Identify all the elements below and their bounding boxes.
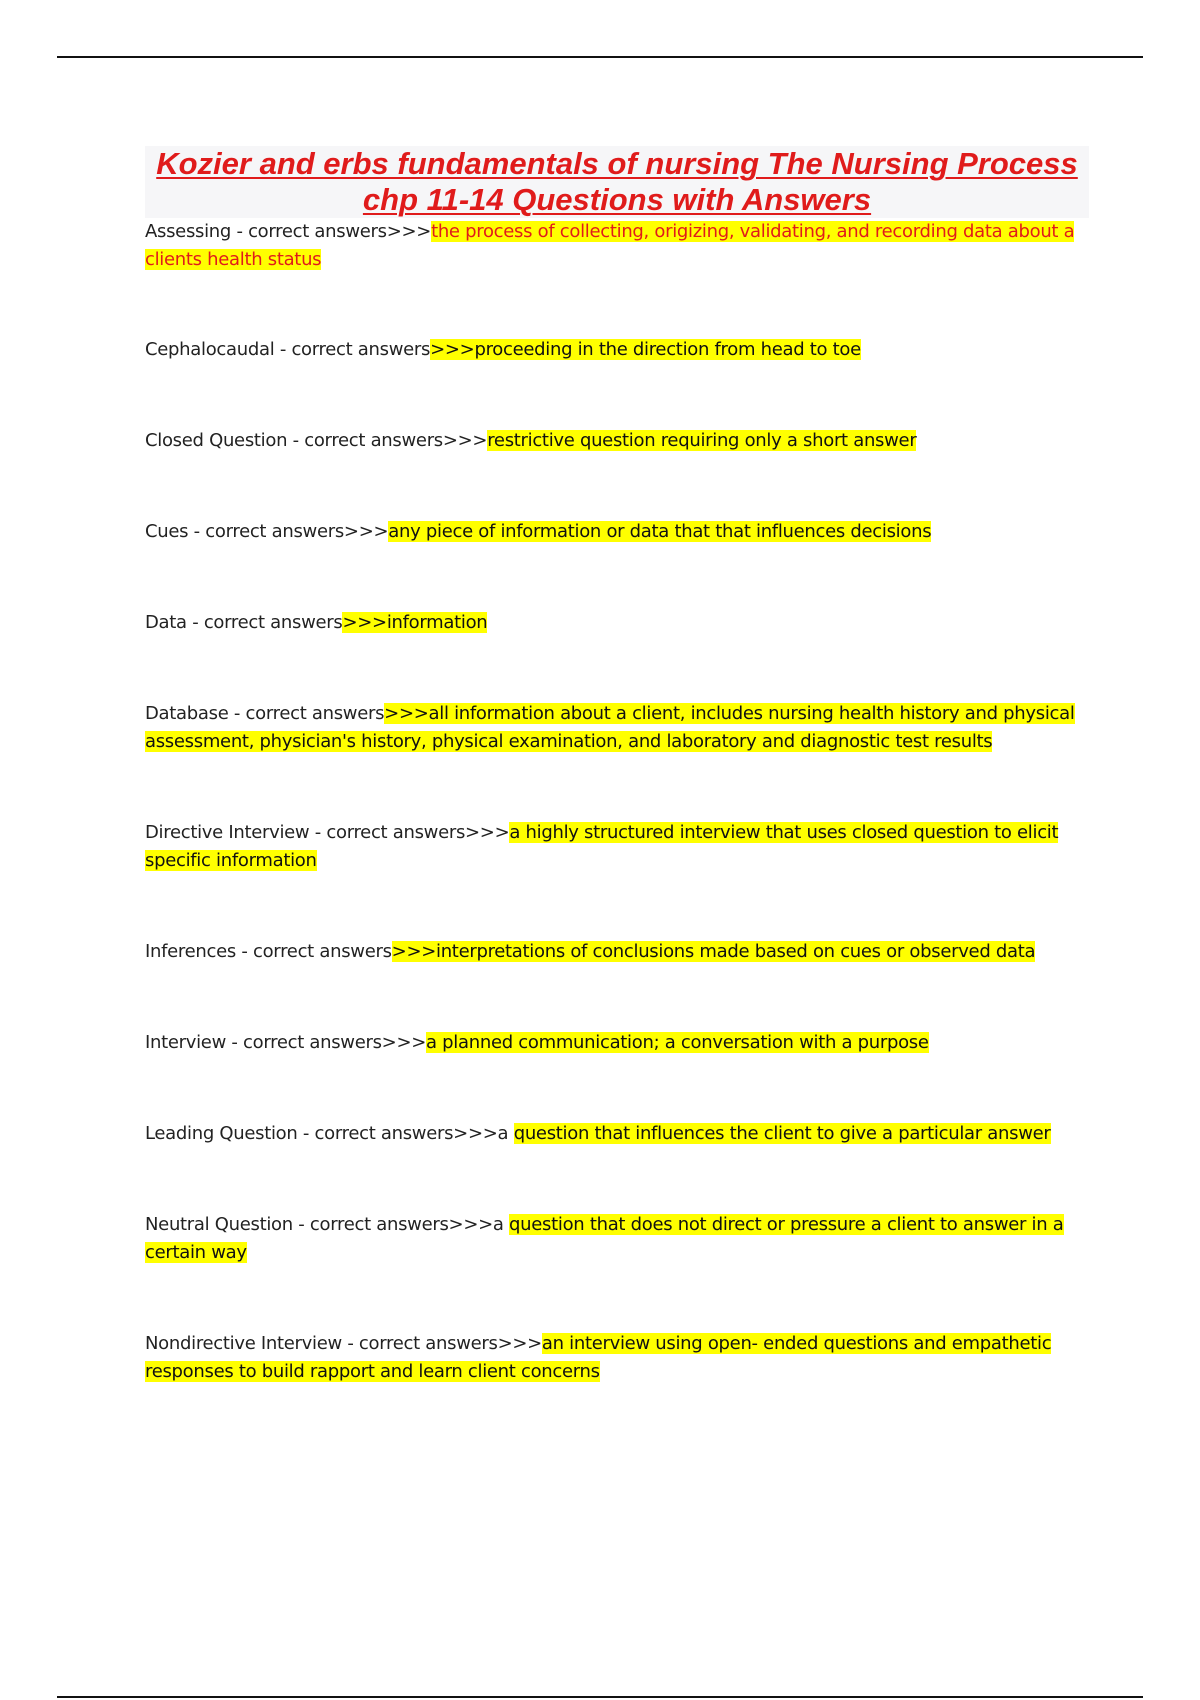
qa-entry-data	[145, 609, 1085, 637]
qa-entry-neutral-question	[145, 1211, 1085, 1267]
header-rule	[57, 56, 1143, 58]
qa-entry-inferences	[145, 938, 1085, 966]
entry-term: Database - correct answers	[145, 703, 385, 724]
entry-term: Cephalocaudal - correct answers	[145, 339, 431, 360]
entry-term: Closed Question - correct answers>>>	[145, 430, 488, 451]
entry-answer: >>>interpretations of conclusions made based on cues or observed data	[391, 941, 1036, 962]
entry-answer: question that influences the client to give a particular answer	[513, 1123, 1051, 1144]
entry-answer: >>>proceeding in the direction from head to toe	[430, 339, 861, 360]
entry-answer: a planned communication; a conversation with a purpose	[426, 1032, 929, 1053]
entry-term: Assessing - correct answers>>>	[145, 221, 432, 242]
entry-answer: the process of collecting, origizing, validating, and recording data about a clients health status	[145, 221, 1075, 270]
entry-answer: >>>information	[342, 612, 488, 633]
qa-entry-leading-question	[145, 1120, 1085, 1148]
qa-list	[145, 218, 1085, 1386]
qa-entry-assessing	[145, 218, 1085, 274]
qa-entry-database	[145, 700, 1085, 756]
entry-answer: an interview using open- ended questions and empathetic responses to build rapport and learn client concerns	[145, 1333, 1052, 1382]
qa-entry-cephalocaudal	[145, 336, 1085, 364]
entry-answer: restrictive question requiring only a short answer	[487, 430, 917, 451]
entry-answer: >>>all information about a client, includes nursing health history and physical assessment, physician's history, physical examination, and laboratory and diagnostic test results	[145, 703, 1075, 752]
entry-term: Inferences - correct answers	[145, 941, 392, 962]
qa-entry-directive-interview	[145, 819, 1085, 875]
entry-term: Data - correct answers	[145, 612, 343, 633]
entry-term: Neutral Question - correct answers>>>a	[145, 1214, 510, 1235]
qa-entry-closed-question	[145, 427, 1085, 455]
entry-term: Nondirective Interview - correct answers>>>	[145, 1333, 542, 1354]
entry-term: Cues - correct answers>>>	[145, 521, 389, 542]
entry-answer: a highly structured interview that uses closed question to elicit specific information	[145, 822, 1059, 871]
entry-term: Interview - correct answers>>>	[145, 1032, 427, 1053]
entry-term: Directive Interview - correct answers>>>	[145, 822, 510, 843]
document-title: Kozier and erbs fundamentals of nursing The Nursing Process chp 11-14 Questions with Answers	[156, 146, 1078, 217]
entry-answer: question that does not direct or pressure a client to answer in a certain way	[145, 1214, 1064, 1263]
entry-term: Leading Question - correct answers>>>a	[145, 1123, 514, 1144]
qa-entry-interview	[145, 1029, 1085, 1057]
footer-rule	[57, 1696, 1143, 1698]
title-block	[145, 146, 1089, 218]
qa-entry-nondirective-interview	[145, 1330, 1085, 1386]
qa-entry-cues	[145, 518, 1085, 546]
entry-answer: any piece of information or data that that influences decisions	[388, 521, 932, 542]
